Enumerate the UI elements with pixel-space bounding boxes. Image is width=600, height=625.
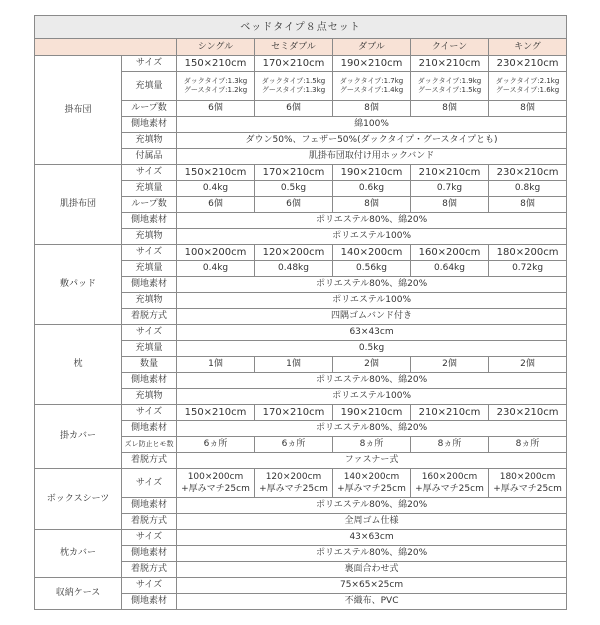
value-cell: 190×210cm [333,405,411,421]
row-label: サイズ [122,165,177,181]
category-cell: 収納ケース [35,578,122,610]
spanning-value-cell: ポリエステル80%、綿20% [177,373,567,389]
cell-line: ダックタイプ:1.5kg [261,77,326,85]
cell-line: グースタイプ:1.6kg [495,86,560,94]
value-cell: 0.4kg [177,181,255,197]
cell-line: +厚みマチ25cm [493,484,562,494]
row-label: 充填量 [122,181,177,197]
row-label: サイズ [122,56,177,72]
value-cell: 190×210cm [333,56,411,72]
value-cell: 8個 [411,197,489,213]
table-row [35,578,567,594]
value-cell: 150×210cm [177,56,255,72]
value-cell [489,469,567,498]
category-cell: 枕カバー [35,530,122,578]
spanning-value-cell: 綿100% [177,117,567,133]
spec-table [34,15,567,610]
value-cell: 0.48kg [255,261,333,277]
row-label: 付属品 [122,149,177,165]
cell-line: +厚みマチ25cm [415,484,484,494]
value-cell: 230×210cm [489,405,567,421]
row-label: 側地素材 [122,421,177,437]
value-cell: 8個 [333,197,411,213]
row-label: 充填量 [122,261,177,277]
row-label: 着脱方式 [122,514,177,530]
value-cell: 6ヵ所 [255,437,333,453]
row-label: 側地素材 [122,546,177,562]
cell-line: ダックタイプ:1.9kg [417,77,482,85]
size-header-1: セミダブル [255,39,333,56]
value-cell: 0.4kg [177,261,255,277]
size-header-row [35,39,567,56]
cell-line: +厚みマチ25cm [337,484,406,494]
value-cell: 0.72kg [489,261,567,277]
row-label: 側地素材 [122,213,177,229]
spanning-value-cell: ポリエステル100% [177,229,567,245]
spanning-value-cell: 0.5kg [177,341,567,357]
row-label: 側地素材 [122,594,177,610]
table-title: ベッドタイプ８点セット [35,16,567,39]
spanning-value-cell: 全周ゴム仕様 [177,514,567,530]
row-label: サイズ [122,325,177,341]
value-cell: 170×210cm [255,165,333,181]
value-cell: 230×210cm [489,165,567,181]
title-row [35,16,567,39]
value-cell: 140×200cm [333,245,411,261]
value-cell: 8ヵ所 [411,437,489,453]
value-cell: 150×210cm [177,405,255,421]
cell-line: 160×200cm [421,472,478,482]
value-cell: 8ヵ所 [489,437,567,453]
value-cell: 100×200cm [177,245,255,261]
value-cell: 1個 [255,357,333,373]
value-cell: 210×210cm [411,405,489,421]
category-cell: 肌掛布団 [35,165,122,245]
size-header-0: シングル [177,39,255,56]
value-cell: 160×200cm [411,245,489,261]
value-cell: 0.5kg [255,181,333,197]
size-header-2: ダブル [333,39,411,56]
value-cell: 8個 [333,101,411,117]
cell-line: グースタイプ:1.4kg [339,86,404,94]
cell-line: +厚みマチ25cm [181,484,250,494]
cell-line: ダックタイプ:2.1kg [495,77,560,85]
value-cell: 6個 [255,101,333,117]
spec-table-body [35,16,567,610]
spanning-value-cell: 75×65×25cm [177,578,567,594]
value-cell [411,469,489,498]
row-label: ループ数 [122,197,177,213]
spanning-value-cell: 四隅ゴムバンド付き [177,309,567,325]
value-cell: 170×210cm [255,405,333,421]
value-cell: 150×210cm [177,165,255,181]
row-label: 数量 [122,357,177,373]
row-label: ループ数 [122,101,177,117]
value-cell: 0.8kg [489,181,567,197]
spanning-value-cell: 63×43cm [177,325,567,341]
value-cell: 0.56kg [333,261,411,277]
table-row [35,245,567,261]
value-cell: 180×200cm [489,245,567,261]
spanning-value-cell: ポリエステル80%、綿20% [177,277,567,293]
cell-line: 100×200cm [187,472,244,482]
value-cell: 8ヵ所 [333,437,411,453]
value-cell [411,72,489,101]
row-label: サイズ [122,578,177,594]
row-label: 充填物 [122,389,177,405]
value-cell: 170×210cm [255,56,333,72]
cell-line: ダックタイプ:1.3kg [183,77,248,85]
table-row [35,469,567,498]
table-row [35,325,567,341]
row-label: 着脱方式 [122,562,177,578]
value-cell: 120×200cm [255,245,333,261]
value-cell: 0.64kg [411,261,489,277]
category-cell: 掛カバー [35,405,122,469]
spanning-value-cell: ポリエステル80%、綿20% [177,213,567,229]
row-label: 充填量 [122,341,177,357]
cell-line: グースタイプ:1.2kg [183,86,248,94]
value-cell: 2個 [411,357,489,373]
value-cell [333,72,411,101]
value-cell: 6個 [177,197,255,213]
table-row [35,165,567,181]
cell-line: グースタイプ:1.5kg [417,86,482,94]
row-label: 側地素材 [122,498,177,514]
category-cell: 枕 [35,325,122,405]
row-label: 側地素材 [122,373,177,389]
value-cell: 190×210cm [333,165,411,181]
row-label: 充填物 [122,229,177,245]
spanning-value-cell: ポリエステル80%、綿20% [177,498,567,514]
table-row [35,405,567,421]
header-blank-cell [35,39,177,56]
value-cell: 2個 [333,357,411,373]
spanning-value-cell: 43×63cm [177,530,567,546]
size-header-4: キング [489,39,567,56]
value-cell: 8個 [411,101,489,117]
cell-line: ダックタイプ:1.7kg [339,77,404,85]
cell-line: 180×200cm [499,472,556,482]
value-cell: 6個 [177,101,255,117]
value-cell [255,469,333,498]
spanning-value-cell: ポリエステル100% [177,389,567,405]
spanning-value-cell: ポリエステル80%、綿20% [177,421,567,437]
value-cell: 6個 [255,197,333,213]
row-label: サイズ [122,245,177,261]
row-label: ズレ防止ヒモ数 [122,437,177,453]
value-cell: 2個 [489,357,567,373]
value-cell [177,469,255,498]
value-cell: 8個 [489,197,567,213]
row-label: 側地素材 [122,117,177,133]
spanning-value-cell: ポリエステル80%、綿20% [177,546,567,562]
category-cell: 掛布団 [35,56,122,165]
row-label: サイズ [122,405,177,421]
table-row [35,56,567,72]
value-cell: 210×210cm [411,56,489,72]
spec-table-wrapper [34,15,566,610]
row-label: 充填量 [122,72,177,101]
spanning-value-cell: ファスナー式 [177,453,567,469]
spanning-value-cell: 裏面合わせ式 [177,562,567,578]
row-label: 側地素材 [122,277,177,293]
spanning-value-cell: ダウン50%、フェザー50%(ダックタイプ・グースタイプとも) [177,133,567,149]
table-row [35,530,567,546]
value-cell [333,469,411,498]
row-label: 充填物 [122,293,177,309]
value-cell: 6ヵ所 [177,437,255,453]
cell-line: グースタイプ:1.3kg [261,86,326,94]
row-label: サイズ [122,530,177,546]
size-header-3: クイーン [411,39,489,56]
value-cell: 230×210cm [489,56,567,72]
value-cell: 0.7kg [411,181,489,197]
cell-line: 120×200cm [265,472,322,482]
cell-line: +厚みマチ25cm [259,484,328,494]
spanning-value-cell: 不織布、PVC [177,594,567,610]
category-cell: 敷パッド [35,245,122,325]
category-cell: ボックスシーツ [35,469,122,530]
value-cell: 0.6kg [333,181,411,197]
row-label: 充填物 [122,133,177,149]
row-label: サイズ [122,469,177,498]
row-label: 着脱方式 [122,453,177,469]
value-cell: 8個 [489,101,567,117]
spanning-value-cell: ポリエステル100% [177,293,567,309]
value-cell: 1個 [177,357,255,373]
spanning-value-cell: 肌掛布団取付け用ホックバンド [177,149,567,165]
value-cell [489,72,567,101]
value-cell [177,72,255,101]
cell-line: 140×200cm [343,472,400,482]
row-label: 着脱方式 [122,309,177,325]
value-cell [255,72,333,101]
value-cell: 210×210cm [411,165,489,181]
